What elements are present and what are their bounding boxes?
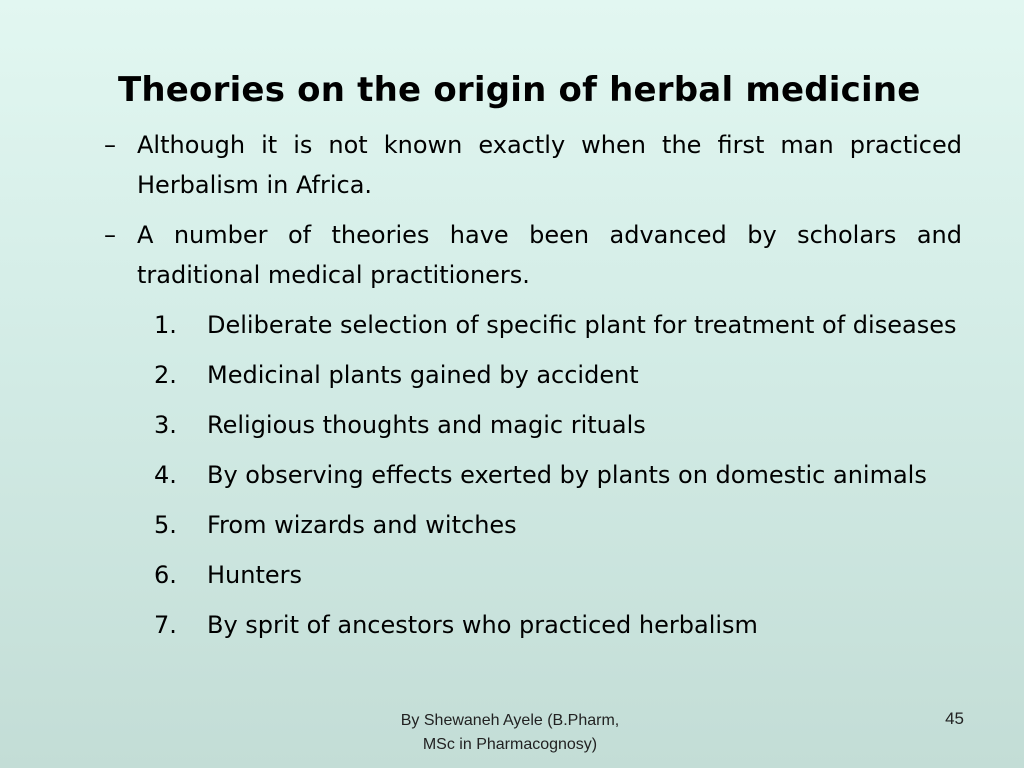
theory-item [152, 555, 962, 595]
theory-item [152, 405, 962, 445]
theory-item [152, 505, 962, 545]
theory-text: By observing effects exerted by plants on domestic animals [207, 461, 927, 489]
theory-item [152, 455, 962, 495]
theory-number: 4. [154, 461, 177, 489]
theory-text: Medicinal plants gained by accident [207, 361, 639, 389]
theory-item [152, 305, 962, 345]
bullet-item [104, 125, 962, 205]
bullet-list [104, 125, 962, 305]
bullet-item [104, 215, 962, 295]
bullet-text: A number of theories have been advanced by scholars and traditional medical practitioners. [137, 221, 962, 289]
theory-text: From wizards and witches [207, 511, 517, 539]
theory-number: 7. [154, 611, 177, 639]
footer-author [340, 709, 680, 757]
theory-text: Deliberate selection of specific plant for treatment of diseases [207, 311, 957, 339]
theory-number: 5. [154, 511, 177, 539]
theory-number: 3. [154, 411, 177, 439]
theory-number: 6. [154, 561, 177, 589]
bullet-text: Although it is not known exactly when the first man practiced Herbalism in Africa. [137, 131, 962, 199]
footer-author-line1: By Shewaneh Ayele (B.Pharm, [400, 712, 620, 729]
theory-text: Hunters [207, 561, 303, 589]
theory-text: Religious thoughts and magic rituals [207, 411, 646, 439]
theory-number: 1. [154, 311, 177, 339]
theory-text: By sprit of ancestors who practiced herbalism [207, 611, 758, 639]
bullet-dash: – [104, 221, 116, 249]
theory-item [152, 355, 962, 395]
theories-list [152, 305, 962, 655]
theory-item [152, 605, 962, 645]
footer-author-line2: MSc in Pharmacognosy) [422, 736, 598, 753]
slide-title: Theories on the origin of herbal medicine [118, 70, 921, 110]
theory-number: 2. [154, 361, 177, 389]
bullet-dash: – [104, 131, 116, 159]
page-number: 45 [945, 709, 964, 728]
